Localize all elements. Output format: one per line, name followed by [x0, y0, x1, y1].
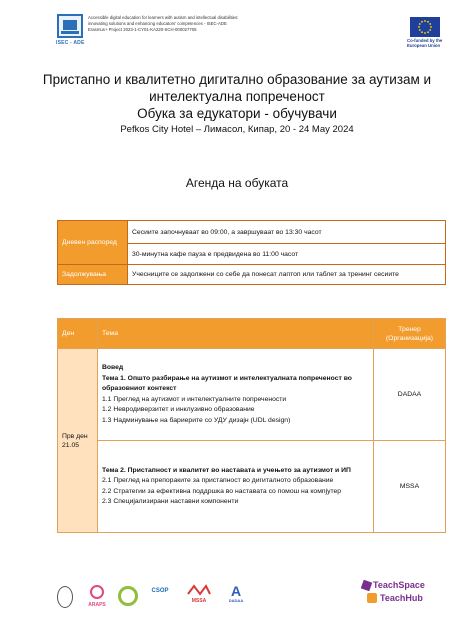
teachhub-icon: [367, 593, 377, 603]
eu-cofunded-text: Co-funded by the European Union: [407, 38, 443, 48]
araps-logo-label: ARAPS: [88, 602, 106, 608]
session-1-intro: Вовед: [102, 364, 124, 371]
header-line-3: Erasmus+ Project 2023-1-CY01-KA220-SCH-000027705: [88, 27, 197, 32]
csop-logo: [146, 588, 174, 594]
daily-schedule-text-2: 30-минутна кафе пауза е предвидена во 11:00 часот: [128, 244, 446, 265]
eu-flag-icon: [410, 17, 440, 37]
agenda-heading: Агенда на обуката: [185, 176, 289, 190]
schedule-table: [57, 220, 446, 285]
session-1-item-2: 1.2 Невродиверзитет и инклузивно образование: [102, 406, 255, 413]
session-2-trainer: MSSA: [374, 441, 446, 533]
isec-ade-logo-icon: [57, 14, 83, 38]
teachhub-label: TeachHub: [380, 593, 423, 603]
col-day-header: Ден: [58, 319, 98, 349]
title-line-1: Пристапно и квалитетно дигитално образование за аутизам и: [42, 72, 432, 87]
schedule-row: [58, 221, 446, 244]
teachspace-label: TeachSpace: [373, 580, 425, 590]
dadaa-logo-mark-icon: A: [230, 583, 242, 599]
session-2-item-2: 2.2 Стратегии за ефективна поддршка во наставата со помош на компјутер: [102, 487, 342, 495]
table-row: [58, 349, 446, 441]
table-row: [58, 441, 446, 533]
mssa-logo-label: MSSA: [191, 598, 207, 604]
col-trainer-header: Тренер (Организација): [374, 319, 446, 349]
agenda-header-row: [58, 319, 446, 349]
session-2-item-3: 2.3 Специјализирани наставни компоненти: [102, 498, 239, 505]
duties-label: Задолжувања: [58, 265, 128, 285]
araps-logo: [86, 584, 108, 608]
day-cell: Прв ден 21.05: [58, 349, 98, 533]
page-header: [0, 0, 474, 56]
duties-text: Учесниците се задолжени со себе да понесат лаптоп или таблет за тренинг сесиите: [128, 265, 446, 285]
header-line-2: innovating solutions and enhancing educators' competences - ISEC-ADE: [88, 21, 227, 26]
partner-logo-3-icon: [118, 586, 138, 606]
venue-subtitle: Pefkos City Hotel – Лимасол, Кипар, 20 - 24 May 2024: [120, 124, 354, 135]
session-1-topic: [98, 349, 374, 441]
col-topic-header: Тема: [98, 319, 374, 349]
daily-schedule-text-1: Сесиите започнуваат во 09:00, а завршуваат во 13:30 часот: [128, 221, 446, 244]
mssa-logo: [186, 584, 212, 608]
dadaa-logo: [226, 584, 246, 608]
session-2-title: Тема 2. Пристапност и квалитет во наставата и учењето за аутизмот и ИП: [102, 466, 351, 474]
session-2-topic: [98, 441, 374, 533]
session-1-item-3: 1.3 Надминување на бариерите со УДУ дизајн (UDL design): [102, 416, 291, 424]
header-line-1: Accessible digital education for learners with autism and intellectual disabilities:: [88, 15, 239, 20]
project-description: [88, 15, 318, 33]
session-2-item-1: 2.1 Преглед на препораките за пристапност во дигиталното образование: [102, 477, 334, 484]
logo-caption: ISEC - ADE: [56, 40, 85, 46]
agenda-table: [57, 318, 446, 533]
csop-logo-label: CSOP: [151, 588, 169, 594]
session-1-title: Тема 1. Општо разбирање на аутизмот и интелектуалната попреченост во образовниот контекст: [102, 374, 352, 392]
partner-logo-1-icon: [57, 586, 73, 608]
daily-schedule-label: Дневен распоред: [58, 221, 128, 265]
session-1-item-1: 1.1 Преглед на аутизмот и интелектуалните попречености: [102, 395, 287, 403]
schedule-row: [58, 265, 446, 285]
document-title: [20, 71, 454, 122]
dadaa-logo-label: DADAA: [228, 598, 244, 603]
title-line-3: Обука за едукатори - обучувачи: [137, 106, 337, 121]
title-line-2: интелектуална попреченост: [149, 89, 325, 104]
session-1-trainer: DADAA: [374, 349, 446, 441]
